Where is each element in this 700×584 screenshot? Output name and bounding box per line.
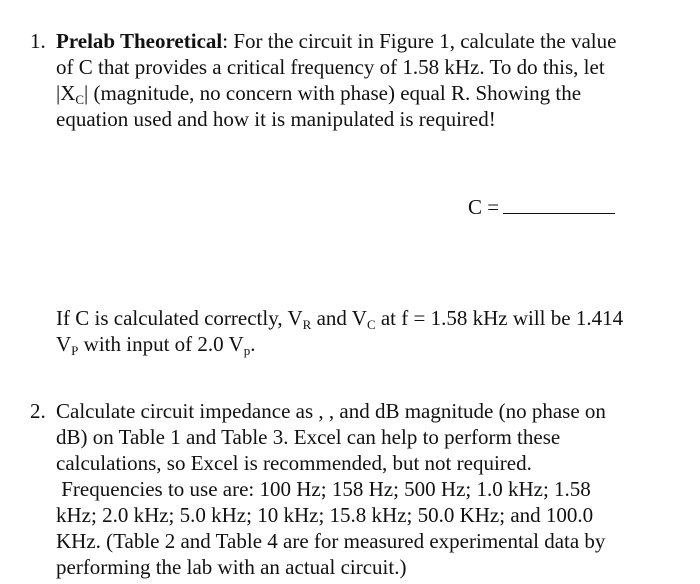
question-2-number: 2. bbox=[30, 399, 46, 423]
question-2-line: calculations, so Excel is recommended, but not required. bbox=[56, 451, 532, 475]
answer-blank[interactable] bbox=[503, 193, 615, 214]
question-2-line: KHz. (Table 2 and Table 4 are for measured experimental data by bbox=[56, 529, 606, 553]
question-1-title: Prelab Theoretical bbox=[56, 29, 223, 53]
answer-capacitance bbox=[468, 193, 615, 220]
question-2-line: kHz; 2.0 kHz; 5.0 kHz; 10 kHz; 15.8 kHz; 50.0 KHz; and 100.0 bbox=[56, 503, 594, 527]
question-1-number: 1. bbox=[30, 29, 46, 53]
question-1-line-1: Prelab Theoretical: For the circuit in Figure 1, calculate the value bbox=[56, 29, 617, 53]
answer-label: C = bbox=[468, 195, 500, 219]
question-1-line-2: of C that provides a critical frequency of 1.58 kHz. To do this, let bbox=[56, 55, 605, 79]
note-paragraph bbox=[56, 305, 623, 357]
question-1-line-3: $|X_C|$ (magnitude, no concern with phase) equal R. Showing the bbox=[56, 81, 582, 107]
question-2-text bbox=[56, 398, 606, 580]
question-1-text bbox=[56, 28, 616, 132]
question-2-line: performing the lab with an actual circuit.) bbox=[56, 555, 407, 579]
note-line-2: $V_P$ with input of 2.0 $V_p$. bbox=[56, 332, 256, 358]
question-2-line: Calculate circuit impedance as , , and dB magnitude (no phase on bbox=[56, 399, 606, 423]
note-line-1: If C is calculated correctly, $V_R$ and $V_C$ at f = 1.58 kHz will be 1.414 bbox=[56, 306, 624, 332]
question-2-line: dB) on Table 1 and Table 3. Excel can help to perform these bbox=[56, 425, 561, 449]
question-1-line-4: equation used and how it is manipulated is required! bbox=[56, 107, 496, 131]
question-2-line: Frequencies to use are: 100 Hz; 158 Hz; 500 Hz; 1.0 kHz; 1.58 bbox=[56, 477, 591, 501]
